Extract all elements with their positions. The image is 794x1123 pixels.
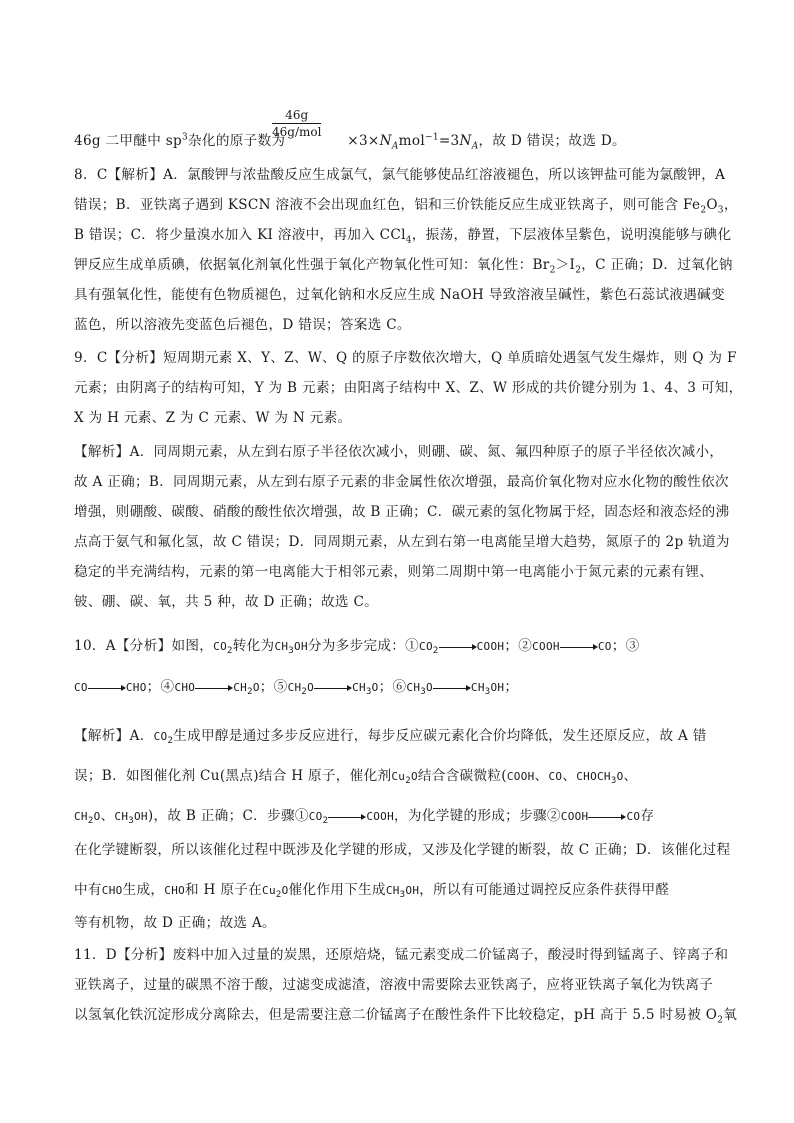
reaction-arrow: [328, 813, 366, 821]
reaction-arrow: [439, 643, 477, 651]
reaction-arrow: [588, 813, 626, 821]
q10-line-3: 【解析】A．$CO_2$生成甲醇是通过多步反应进行，每步反应碳元素化合价均降低，发生还原反应，故 A 错: [74, 728, 707, 747]
q9-line-4: 【解析】A．同周期元素，从左到右原子半径依次减小，则硼、碳、氮、氟四种原子的原子半径依次减小，: [74, 444, 724, 460]
q9-line-1: 9．C【分析】短周期元素 X、Y、Z、W、Q 的原子序数依次增大，Q 单质暗处遇氢气发生爆炸，则 Q 为 F: [74, 350, 737, 366]
q8-line-3: B 错误；C．将少量溴水加入 KI 溶液中，再加入 CCl$_4$，振荡，静置，下层液体呈紫色，说明溴能够与碘化: [74, 227, 732, 246]
reaction-arrow: [560, 643, 598, 651]
q10-line-1: 10．A【分析】如图，$CO_2$转化为$CH_3OH$分为多步完成：$①CO_2$ COOH；②COOH CO；③: [74, 638, 640, 657]
q11-line-1: 11．D【分析】废料中加入过量的炭黑，还原焙烧，锰元素变成二价锰离子，酸浸时得到锰离子、锌离子和: [74, 947, 729, 963]
fraction-denominator: 46g/mol: [272, 125, 322, 139]
q9-line-9: 铍、硼、碳、氧，共 5 种，故 D 正确；故选 C。: [74, 594, 379, 610]
reaction-arrow: [433, 684, 471, 692]
fraction-numerator: 46g: [272, 108, 321, 124]
q8-line-4: 钾反应生成单质碘，依据氧化剂氧化性强于氧化产物氧化性可知：氧化性：$Br_2>I_2$，C 正确；D．过氧化钠: [74, 257, 733, 276]
reaction-arrow: [88, 684, 126, 692]
q8-line-6: 蓝色，所以溶液先变蓝色后褪色，D 错误；答案选 C。: [74, 317, 411, 333]
q11-line-3: 以氢氧化铁沉淀形成分离除去，但是需要注意二价锰离子在酸性条件下比较稳定，pH 高于 5.5 时易被 $O_2$氧: [74, 1007, 738, 1026]
q9-line-2: 元素；由阴离子的结构可知，Y 为 B 元素；由阳离子结构中 X、Z、W 形成的共价键分别为 1、4、3 可知，: [74, 380, 743, 396]
q9-line-3: X 为 H 元素、Z 为 C 元素、W 为 N 元素。: [74, 410, 352, 426]
q9-line-8: 稳定的半充满结构，元素的第一电离能大于相邻元素，则第二周期中第一电离能小于氮元素的元素有锂、: [74, 564, 714, 580]
q10-line-5: $CH_2O$、$CH_3OH$)，故 B 正确；C．步骤$①CO_2$ COOH，为化学键的形成；步骤②COOH CO存: [74, 808, 655, 827]
q9-line-5: 故 A 正确；B．同周期元素，从左到右原子元素的非金属性依次增强，最高价氧化物对应水化物的酸性依次: [74, 474, 729, 490]
q8-line-5: 具有强氧化性，能使有色物质褪色，过氧化钠和水反应生成 NaOH 导致溶液呈碱性，紫色石蕊试液遇碱变: [74, 287, 725, 303]
reaction-arrow: [195, 684, 233, 692]
q9-line-6: 增强，则硼酸、碳酸、硝酸的酸性依次增强，故 B 正确；C．碳元素的氢化物属于烃，固态烃和液态烃的沸: [74, 504, 730, 520]
q11-line-2: 亚铁离子，过量的碳黑不溶于酸，过滤变成滤渣，溶液中需要除去亚铁离子，应将亚铁离子氧化为铁离子: [74, 977, 714, 993]
q8-line-2: 错误；B．亚铁离子遇到 KSCN 溶液不会出现血红色，铝和三价铁能反应生成亚铁离子，则可能含 $Fe_2O_3$，: [74, 197, 738, 216]
q10-line-7: 中有CHO生成，CHO和 H 原子在$Cu_2O$催化作用下生成$CH_3OH$，所以有可能通过调控反应条件获得甲醛: [74, 882, 670, 901]
q9-line-7: 点高于氨气和氟化氢，故 C 错误；D．同周期元素，从左到右第一电离能呈增大趋势，氮原子的 2p 轨道为: [74, 534, 730, 550]
q10-line-4: 误；B．如图催化剂 Cu(黑点)结合 H 原子，催化剂$Cu_2O$结合含碳微粒(COOH、CO、$CHOCH_3O$、: [74, 768, 638, 787]
reaction-arrow: [314, 684, 352, 692]
q7-line: 46g 二甲醚中 $sp^3$杂化的原子数为 $\times 3\times N_Amol^{-1}=3N_A$，故 D 错误；故选 D。: [74, 132, 626, 152]
q10-line-8: 等有机物，故 D 正确；故选 A。: [74, 915, 276, 931]
q8-line-1: 8．C【解析】A．氯酸钾与浓盐酸反应生成氯气，氯气能够使品红溶液褪色，所以该钾盐可能为氯酸钾，A: [74, 167, 726, 183]
q10-line-6: 在化学键断裂，所以该催化过程中既涉及化学键的形成，又涉及化学键的断裂，故 C 正确；D．该催化过程: [74, 842, 731, 858]
q10-line-2: CO CHO；④CHO $CH_2O$；$⑤CH_2O$ $CH_3O$；$⑥CH_3O$ $CH_3OH$；: [74, 679, 519, 698]
